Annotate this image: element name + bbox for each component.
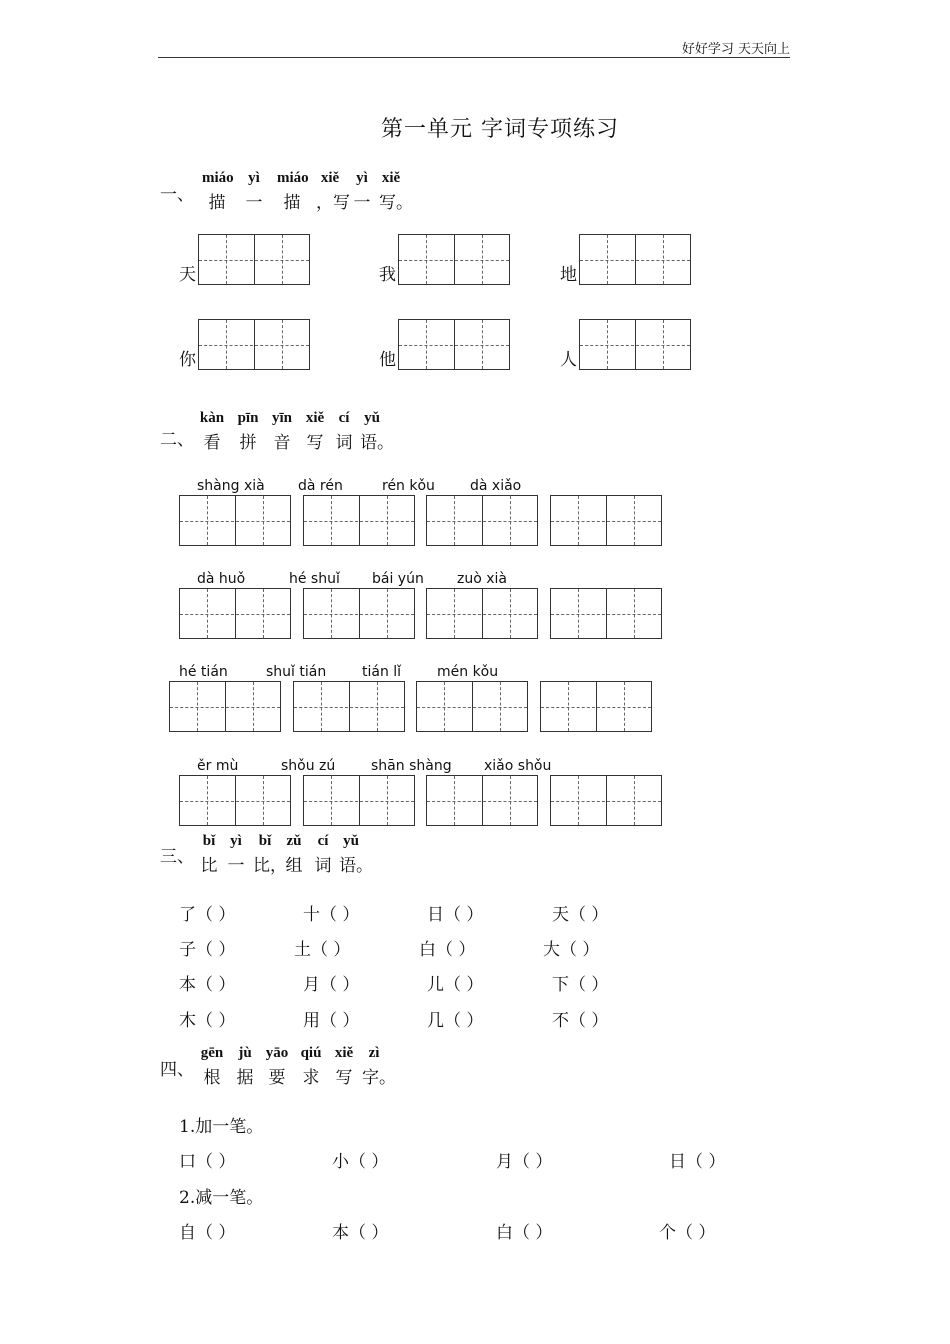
heading-pinyin: yì — [230, 833, 242, 849]
pinyin-label: shǒu zú — [281, 758, 336, 774]
page-title: 第一单元 字词专项练习 — [381, 117, 619, 142]
trace-char: 地 — [560, 265, 577, 285]
stroke-item[interactable]: 自（ ） — [179, 1223, 236, 1243]
stroke-item[interactable]: 月（ ） — [496, 1152, 553, 1172]
heading-hanzi: 描 — [283, 193, 301, 213]
pinyin-label: hé tián — [179, 664, 228, 680]
pinyin-label: shān shàng — [371, 758, 452, 774]
heading-pinyin: miáo — [202, 170, 234, 186]
writing-grid[interactable] — [293, 681, 405, 732]
heading-hanzi: 写 — [335, 1068, 353, 1088]
stroke-item[interactable]: 小（ ） — [332, 1152, 389, 1172]
heading-hanzi: 根 — [203, 1068, 221, 1088]
trace-char: 你 — [179, 350, 196, 370]
compare-item[interactable]: 月（ ） — [303, 975, 360, 995]
compare-item[interactable]: 几（ ） — [427, 1011, 484, 1031]
writing-grid[interactable] — [198, 319, 310, 370]
sub-question-remove-stroke: 2.减一笔。 — [179, 1188, 264, 1208]
compare-item[interactable]: 日（ ） — [427, 905, 484, 925]
stroke-item[interactable]: 个（ ） — [659, 1223, 716, 1243]
heading-pinyin: yì — [356, 170, 368, 186]
section-4-number: 四、 — [160, 1060, 194, 1080]
heading-pinyin: xiě — [305, 410, 325, 426]
pinyin-label: dà xiǎo — [470, 478, 522, 494]
pinyin-label: mén kǒu — [437, 664, 499, 680]
writing-grid[interactable] — [179, 775, 291, 826]
pinyin-label: tián lǐ — [362, 664, 402, 680]
section-3-number: 三、 — [160, 847, 194, 867]
heading-pinyin: zǔ — [286, 833, 302, 849]
compare-item[interactable]: 本（ ） — [179, 975, 236, 995]
compare-item[interactable]: 子（ ） — [179, 940, 236, 960]
compare-item[interactable]: 十（ ） — [303, 905, 360, 925]
writing-grid[interactable] — [550, 588, 662, 639]
header-divider — [158, 57, 790, 58]
compare-item[interactable]: 不（ ） — [552, 1011, 609, 1031]
writing-grid[interactable] — [198, 234, 310, 285]
heading-pinyin: cí — [317, 833, 329, 849]
trace-char: 我 — [379, 265, 396, 285]
pinyin-label: rén kǒu — [382, 478, 435, 494]
compare-item[interactable]: 了（ ） — [179, 905, 236, 925]
heading-pinyin: bǐ — [202, 833, 216, 849]
pinyin-label: dà huǒ — [197, 571, 246, 587]
pinyin-label: dà rén — [298, 478, 343, 494]
header-motto: 好好学习 天天向上 — [681, 42, 790, 57]
heading-pinyin: cí — [338, 410, 350, 426]
writing-grid[interactable] — [169, 681, 281, 732]
heading-hanzi: 比 — [200, 856, 218, 876]
writing-grid[interactable] — [303, 495, 415, 546]
heading-pinyin: gēn — [200, 1045, 224, 1061]
compare-item[interactable]: 下（ ） — [552, 975, 609, 995]
heading-pinyin: pīn — [237, 410, 259, 426]
heading-hanzi: 词 — [314, 856, 332, 876]
heading-pinyin: jù — [238, 1045, 252, 1061]
stroke-item[interactable]: 白（ ） — [496, 1223, 553, 1243]
heading-hanzi: 组 — [285, 856, 303, 876]
heading-hanzi: 据 — [236, 1068, 254, 1088]
heading-pinyin: kàn — [199, 410, 225, 426]
section-1-number: 一、 — [160, 185, 194, 205]
compare-item[interactable]: 用（ ） — [303, 1011, 360, 1031]
stroke-item[interactable]: 本（ ） — [332, 1223, 389, 1243]
compare-item[interactable]: 天（ ） — [552, 905, 609, 925]
writing-grid[interactable] — [550, 495, 662, 546]
writing-grid[interactable] — [540, 681, 652, 732]
stroke-item[interactable]: 日（ ） — [669, 1152, 726, 1172]
heading-pinyin: xiě — [381, 170, 401, 186]
heading-pinyin: xiě — [320, 170, 340, 186]
pinyin-label: shàng xià — [197, 478, 265, 494]
heading-hanzi: 拼 — [239, 433, 257, 453]
writing-grid[interactable] — [550, 775, 662, 826]
sub-question-add-stroke: 1.加一笔。 — [179, 1117, 264, 1137]
heading-hanzi: 语。 — [360, 433, 394, 453]
compare-item[interactable]: 土（ ） — [294, 940, 351, 960]
writing-grid[interactable] — [579, 319, 691, 370]
pinyin-label: bái yún — [372, 571, 424, 587]
heading-hanzi: 词 — [335, 433, 353, 453]
heading-pinyin: bǐ — [258, 833, 272, 849]
heading-pinyin: xiě — [334, 1045, 354, 1061]
pinyin-label: hé shuǐ — [289, 571, 340, 587]
writing-grid[interactable] — [398, 319, 510, 370]
writing-grid[interactable] — [416, 681, 528, 732]
compare-item[interactable]: 白（ ） — [419, 940, 476, 960]
heading-pinyin: yāo — [265, 1045, 289, 1061]
heading-pinyin: zì — [368, 1045, 380, 1061]
trace-char: 天 — [179, 265, 196, 285]
compare-item[interactable]: 大（ ） — [543, 940, 600, 960]
stroke-item[interactable]: 口（ ） — [179, 1152, 236, 1172]
section-2-number: 二、 — [160, 430, 194, 450]
pinyin-label: xiǎo shǒu — [484, 758, 552, 774]
heading-hanzi: 字。 — [362, 1068, 396, 1088]
writing-grid[interactable] — [179, 495, 291, 546]
heading-pinyin: yīn — [271, 410, 292, 426]
heading-pinyin: yǔ — [343, 833, 359, 849]
trace-char: 人 — [560, 350, 577, 370]
writing-grid[interactable] — [303, 588, 415, 639]
heading-hanzi: ，写 — [316, 193, 350, 213]
heading-hanzi: 音 — [273, 433, 291, 453]
pinyin-label: ěr mù — [197, 758, 239, 774]
writing-grid[interactable] — [179, 588, 291, 639]
compare-item[interactable]: 儿（ ） — [427, 975, 484, 995]
writing-grid[interactable] — [398, 234, 510, 285]
compare-item[interactable]: 木（ ） — [179, 1011, 236, 1031]
heading-pinyin: qiú — [300, 1045, 322, 1061]
writing-grid[interactable] — [303, 775, 415, 826]
writing-grid[interactable] — [426, 775, 538, 826]
heading-hanzi: 写。 — [379, 193, 413, 213]
heading-hanzi: 写 — [306, 433, 324, 453]
heading-hanzi: 语。 — [339, 856, 373, 876]
heading-hanzi: 要 — [268, 1068, 286, 1088]
pinyin-label: shuǐ tián — [266, 664, 327, 680]
writing-grid[interactable] — [426, 495, 538, 546]
heading-hanzi: 比， — [253, 856, 287, 876]
heading-hanzi: 求 — [302, 1068, 320, 1088]
writing-grid[interactable] — [426, 588, 538, 639]
heading-pinyin: yǔ — [364, 410, 380, 426]
heading-hanzi: 一 — [227, 856, 245, 876]
trace-char: 他 — [379, 350, 396, 370]
heading-hanzi: 描 — [208, 193, 226, 213]
heading-hanzi: 一 — [353, 193, 371, 213]
heading-pinyin: miáo — [277, 170, 309, 186]
writing-grid[interactable] — [579, 234, 691, 285]
pinyin-label: zuò xià — [457, 571, 507, 587]
heading-pinyin: yì — [248, 170, 260, 186]
heading-hanzi: 一 — [245, 193, 263, 213]
heading-hanzi: 看 — [203, 433, 221, 453]
